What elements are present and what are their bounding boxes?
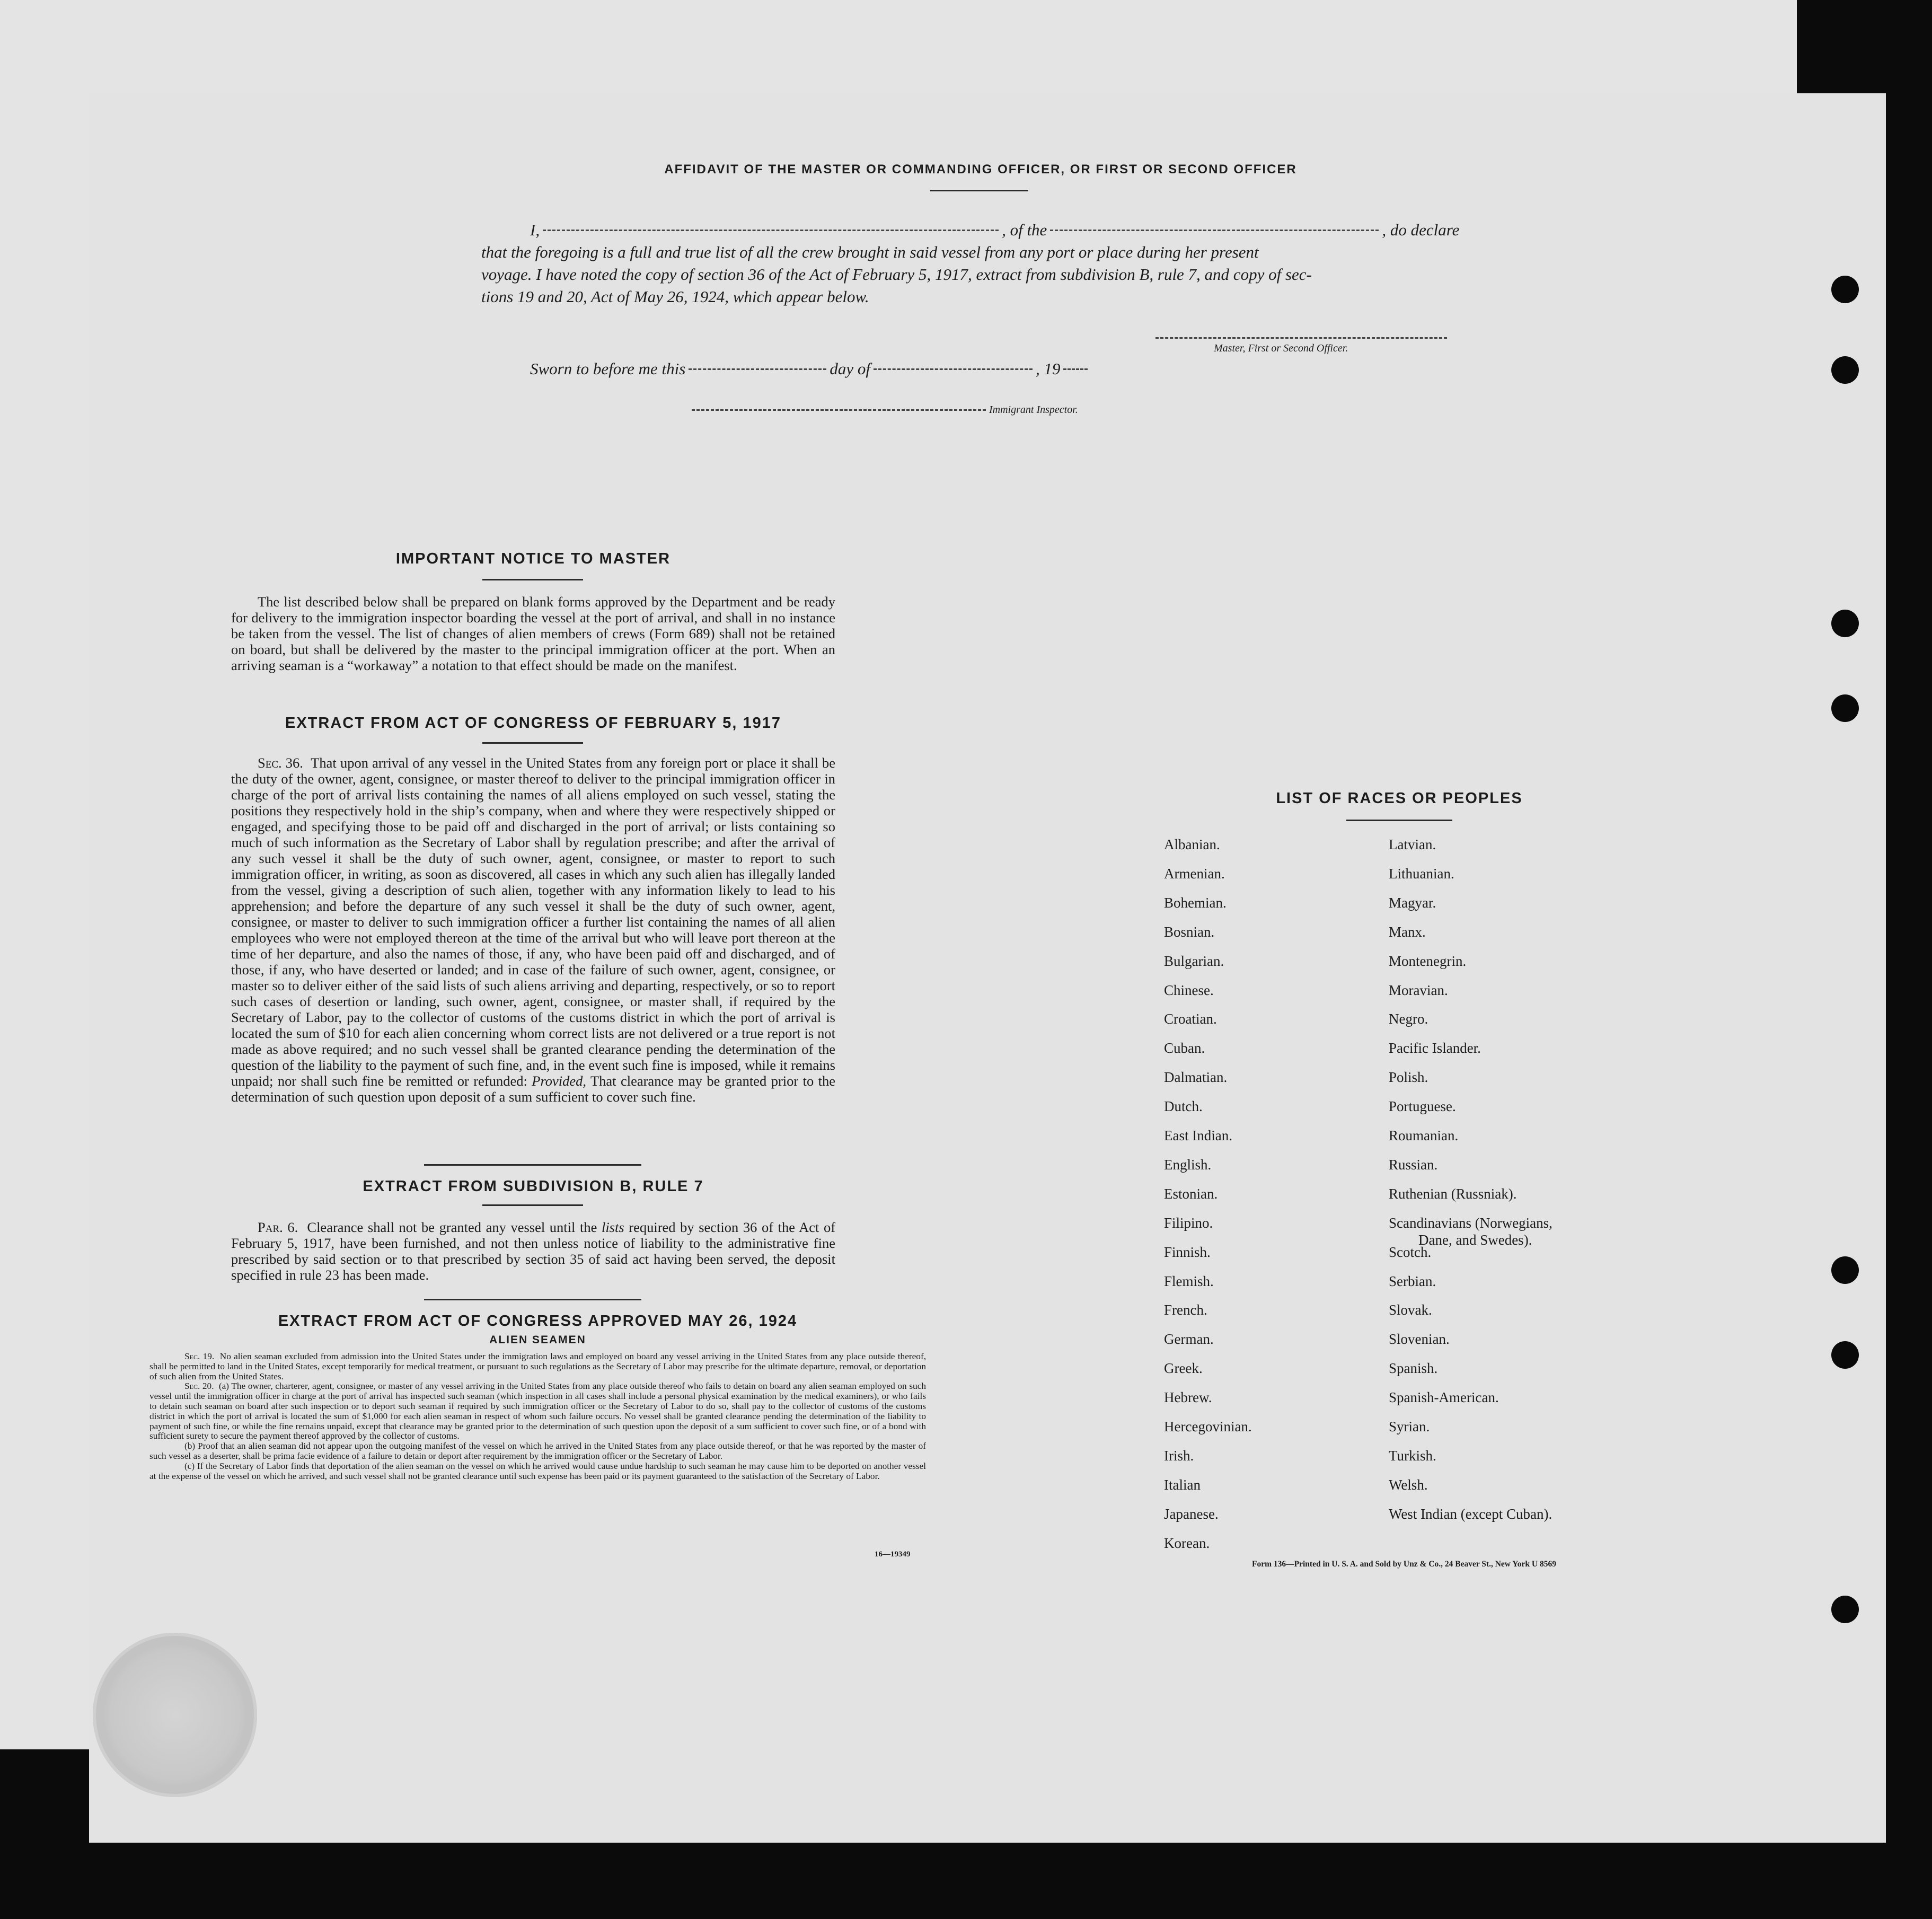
affidavit-of-the: , of the <box>1002 221 1047 239</box>
par-6-text-a: Clearance shall not be granted any vessel until the <box>307 1219 597 1235</box>
race-item: Scotch. <box>1389 1244 1432 1260</box>
alien-seamen-subheading: ALIEN SEAMEN <box>489 1334 586 1346</box>
divider <box>424 1299 641 1300</box>
race-item: Chinese. <box>1164 982 1214 998</box>
embossed-seal <box>93 1633 257 1797</box>
race-item: West Indian (except Cuban). <box>1389 1506 1552 1522</box>
sec-19-label: Sec. 19. <box>184 1351 215 1361</box>
act-1924-body <box>149 1352 926 1481</box>
race-item: Turkish. <box>1389 1447 1436 1464</box>
sec-36-label: Sec. 36. <box>258 755 303 771</box>
race-item: Syrian. <box>1389 1419 1430 1434</box>
race-item: Armenian. <box>1164 865 1225 882</box>
race-item: Pacific Islander. <box>1389 1040 1481 1057</box>
notice-heading: IMPORTANT NOTICE TO MASTER <box>395 550 671 567</box>
punch-hole <box>1831 276 1859 303</box>
blank-year-field <box>1063 368 1088 370</box>
sec-20a-text: (a) The owner, charterer, agent, consignee, or master of any vessel arriving in the United States from any place outside thereof who fails to detain on board any alien seaman employed on such vessel until the immigration officer in charge at the port of arrival has inspected such seaman (which inspection in all cases shall include a personal physical examination by the medical examiners), or who fails to detain such seaman on board after such inspection or to deport such seaman if required by such immigration officer or the Secretary of Labor to do so, shall pay to the collector of customs of the customs district in which the port of arrival is located the sum of $1,000 for each alien seaman in respect of whom such failure occurs. No vessel shall be granted clearance pending the determination of the liability to payment of such fine, or while the fine remains unpaid, except that clearance may be granted prior to the determination of such question upon the deposit of a sum sufficient to cover such fine, or of a bond with sufficient surety to secure the payment thereof approved by the collector of customs. <box>149 1381 927 1441</box>
race-item: Irish. <box>1164 1447 1194 1464</box>
punch-hole <box>1831 1341 1859 1369</box>
par-6-text-b: required by section 36 of the Act of February 5, 1917, have been furnished, and not then unless notice of liability to the administrative fine prescribed by said section or to that prescribed by section 35 of said act having been served, the deposit specified in rule 23 has been made. <box>231 1219 836 1283</box>
race-item: Welsh. <box>1389 1476 1428 1493</box>
race-item: Hercegovinian. <box>1164 1419 1252 1434</box>
race-item: Slovenian. <box>1389 1331 1450 1348</box>
notice-text: The list described below shall be prepared on blank forms approved by the Department and be ready for delivery to the immigration inspector boarding the vessel at the port of arrival, and shall in no instance be taken from the vessel. The list of changes of alien members of crews (Form 689) shall not be retained on board, but shall be delivered by the master to the principal immigration officer at the port. When an arriving seaman is a “workaway” a notation to that effect should be made on the manifest. <box>231 594 835 673</box>
punch-hole <box>1831 1256 1859 1284</box>
blank-day-field <box>689 368 826 370</box>
sworn-line <box>530 358 1091 380</box>
divider <box>424 1164 641 1166</box>
notice-body <box>231 594 835 673</box>
race-item: Russian. <box>1389 1156 1438 1173</box>
race-item: Moravian. <box>1389 982 1448 998</box>
race-item: Estonian. <box>1164 1185 1218 1202</box>
blank-month-field <box>874 368 1033 370</box>
year-prefix: , 19 <box>1035 359 1061 378</box>
sworn-text: Sworn to before me this <box>530 359 686 378</box>
race-item: Dalmatian. <box>1164 1069 1228 1086</box>
race-item: East Indian. <box>1164 1128 1232 1143</box>
race-item: English. <box>1164 1156 1212 1173</box>
affidavit-line-2: that the foregoing is a full and true list of all the crew brought in said vessel from any port or place during her present <box>481 243 1259 261</box>
act-1917-body <box>231 755 835 1105</box>
race-item: Flemish. <box>1164 1273 1214 1289</box>
race-item: Serbian. <box>1389 1273 1436 1289</box>
race-item: Italian <box>1164 1476 1201 1493</box>
printer-line: Form 136—Printed in U. S. A. and Sold by Unz & Co., 24 Beaver St., New York U 8569 <box>1252 1560 1556 1569</box>
race-item: Finnish. <box>1164 1244 1211 1260</box>
affidavit-line-1 <box>530 219 1459 241</box>
race-item: Latvian. <box>1389 837 1436 852</box>
sec-36-text-end: That clearance may be granted prior to the determination of such question upon deposit of a sum sufficient to cover such fine. <box>231 1073 836 1105</box>
race-item: Spanish. <box>1389 1360 1438 1377</box>
punch-hole <box>1831 694 1859 722</box>
lists-word: lists <box>601 1219 624 1235</box>
race-item: Polish. <box>1389 1069 1428 1086</box>
race-item: Japanese. <box>1164 1506 1219 1522</box>
form-code: 16—19349 <box>875 1550 911 1559</box>
punch-hole <box>1831 1596 1859 1623</box>
act-1917-heading: EXTRACT FROM ACT OF CONGRESS OF FEBRUARY 5, 1917 <box>285 715 782 732</box>
affidavit-pronoun: I, <box>530 221 540 239</box>
race-item: Cuban. <box>1164 1040 1205 1057</box>
sec-20-label: Sec. 20. <box>184 1381 214 1392</box>
race-item: Lithuanian. <box>1389 865 1454 882</box>
affidavit-title: AFFIDAVIT OF THE MASTER OR COMMANDING OFFICER, OR FIRST OR SECOND OFFICER <box>664 162 1297 177</box>
provided-word: Provided, <box>532 1073 587 1089</box>
master-signature-line <box>1155 337 1447 339</box>
race-item: Magyar. <box>1389 894 1436 911</box>
race-item: Hebrew. <box>1164 1389 1212 1406</box>
master-label: Master, First or Second Officer. <box>1214 342 1348 354</box>
day-of-text: day of <box>830 359 870 378</box>
race-item: Ruthenian (Russniak). <box>1389 1185 1517 1202</box>
blank-name-field <box>543 230 999 231</box>
race-item: Slovak. <box>1389 1302 1432 1318</box>
inspector-signature-line <box>692 409 986 411</box>
race-item: Spanish-American. <box>1389 1389 1499 1406</box>
race-item: Negro. <box>1389 1011 1428 1027</box>
affidavit-line-3: voyage. I have noted the copy of section 36 of the Act of February 5, 1917, extract from subdivision B, rule 7, and copy of sec- <box>481 265 1312 284</box>
act-1924-heading: EXTRACT FROM ACT OF CONGRESS APPROVED MAY 26, 1924 <box>278 1313 798 1330</box>
race-item: Montenegrin. <box>1389 953 1467 969</box>
blank-vessel-field <box>1050 230 1379 231</box>
race-item: Bohemian. <box>1164 894 1227 911</box>
race-item: Albanian. <box>1164 837 1220 852</box>
divider <box>1346 820 1452 821</box>
race-item: French. <box>1164 1302 1207 1318</box>
rule-7-body <box>231 1219 835 1283</box>
sec-20b-text: (b) Proof that an alien seaman did not appear upon the outgoing manifest of the vessel on which he arrived in the United States from any place outside thereof, or that he was reported by the master of such vessel as a deserter, shall be prima facie evidence of a failure to detain or deport after requirement by the immigration officer or the Secretary of Labor. <box>149 1441 926 1461</box>
sec-19-text: No alien seaman excluded from admission into the United States under the immigration laws and employed on board any vessel arriving in the United States from any place outside thereof, shall be permitted to land in the United States, except temporarily for medical treatment, or pursuant to such regulations as the Secretary of Labor may prescribe for the ultimate departure, removal, or deportation of such alien from the United States. <box>149 1351 927 1381</box>
races-heading: LIST OF RACES OR PEOPLES <box>1276 790 1523 807</box>
race-item: Greek. <box>1164 1360 1203 1377</box>
race-item: Dutch. <box>1164 1098 1203 1115</box>
affidavit-line-4: tions 19 and 20, Act of May 26, 1924, which appear below. <box>481 287 869 306</box>
divider <box>482 742 583 744</box>
affidavit-do-declare: , do declare <box>1382 221 1460 239</box>
divider <box>482 579 583 580</box>
divider <box>482 1204 583 1206</box>
sec-20c-text: (c) If the Secretary of Labor finds that deportation of the alien seaman on the vessel on which he arrived would cause undue hardship to such seaman he may cause him to be deported on another vessel at the expense of the vessel on which he arrived, and such vessel shall not be granted clearance until such expense has been paid or its payment guaranteed to the satisfaction of the Secretary of Labor. <box>149 1460 926 1481</box>
divider <box>930 190 1028 191</box>
race-item: Korean. <box>1164 1535 1210 1551</box>
sec-36-text: That upon arrival of any vessel in the United States from any foreign port or place it shall be the duty of the owner, agent, consignee, or master thereof to deliver to the principal immigration officer in charge of the port of arrival lists containing the names of all aliens employed on such vessel, stating the positions they respectively hold in the ship’s company, when and where they were respectively shipped or engaged, and specifying those to be paid off and discharged in the port of arrival; or lists containing so much of such information as the Secretary of Labor shall by regulation prescribe; and after the arrival of any such vessel it shall be the duty of such owner, agent, consignee, or master to report to such immigration officer, in writing, as soon as discovered, all cases in which any such alien has illegally landed from the vessel, giving a description of such alien, together with any information likely to lead to his apprehension; and before the departure of any such vessel it shall be the duty of such owner, agent, consignee, or master to deliver to such immigration officer a further list containing the names of all alien employees who were not employed thereon at the time of the arrival but who will leave port thereon at the time of her departure, and also the names of those, if any, who have been paid off and discharged, and of those, if any, who have deserted or landed; and in case of the failure of such owner, agent, consignee, or master so to deliver either of the said lists of such aliens arriving and departing, respectively, or so to report such cases of desertion or landing, such owner, agent, consignee, or master shall, if required by the Secretary of Labor, pay to the collector of customs of the customs district in which the port of arrival is located the sum of $10 for each alien concerning whom correct lists are not delivered or a true report is not made as above required; and no such vessel shall be granted clearance pending the determination of the question of the liability to the payment of such fine, and, in the event such fine is imposed, while it remains unpaid; nor shall such fine be remitted or refunded: <box>231 755 835 1089</box>
rule-7-heading: EXTRACT FROM SUBDIVISION B, RULE 7 <box>363 1178 704 1195</box>
race-item: Dane, and Swedes). <box>1418 1231 1532 1248</box>
race-item: Filipino. <box>1164 1214 1213 1231</box>
race-item: Croatian. <box>1164 1011 1217 1027</box>
punch-hole <box>1831 356 1859 384</box>
race-item: Bulgarian. <box>1164 953 1224 969</box>
race-item: Scandinavians (Norwegians, <box>1389 1214 1552 1231</box>
race-item: German. <box>1164 1331 1214 1348</box>
punch-hole <box>1831 610 1859 637</box>
race-item: Roumanian. <box>1389 1128 1459 1143</box>
par-6-label: Par. 6. <box>258 1219 298 1235</box>
race-item: Manx. <box>1389 923 1426 940</box>
race-item: Portuguese. <box>1389 1098 1456 1115</box>
inspector-label: Immigrant Inspector. <box>989 404 1078 416</box>
race-item: Bosnian. <box>1164 923 1215 940</box>
